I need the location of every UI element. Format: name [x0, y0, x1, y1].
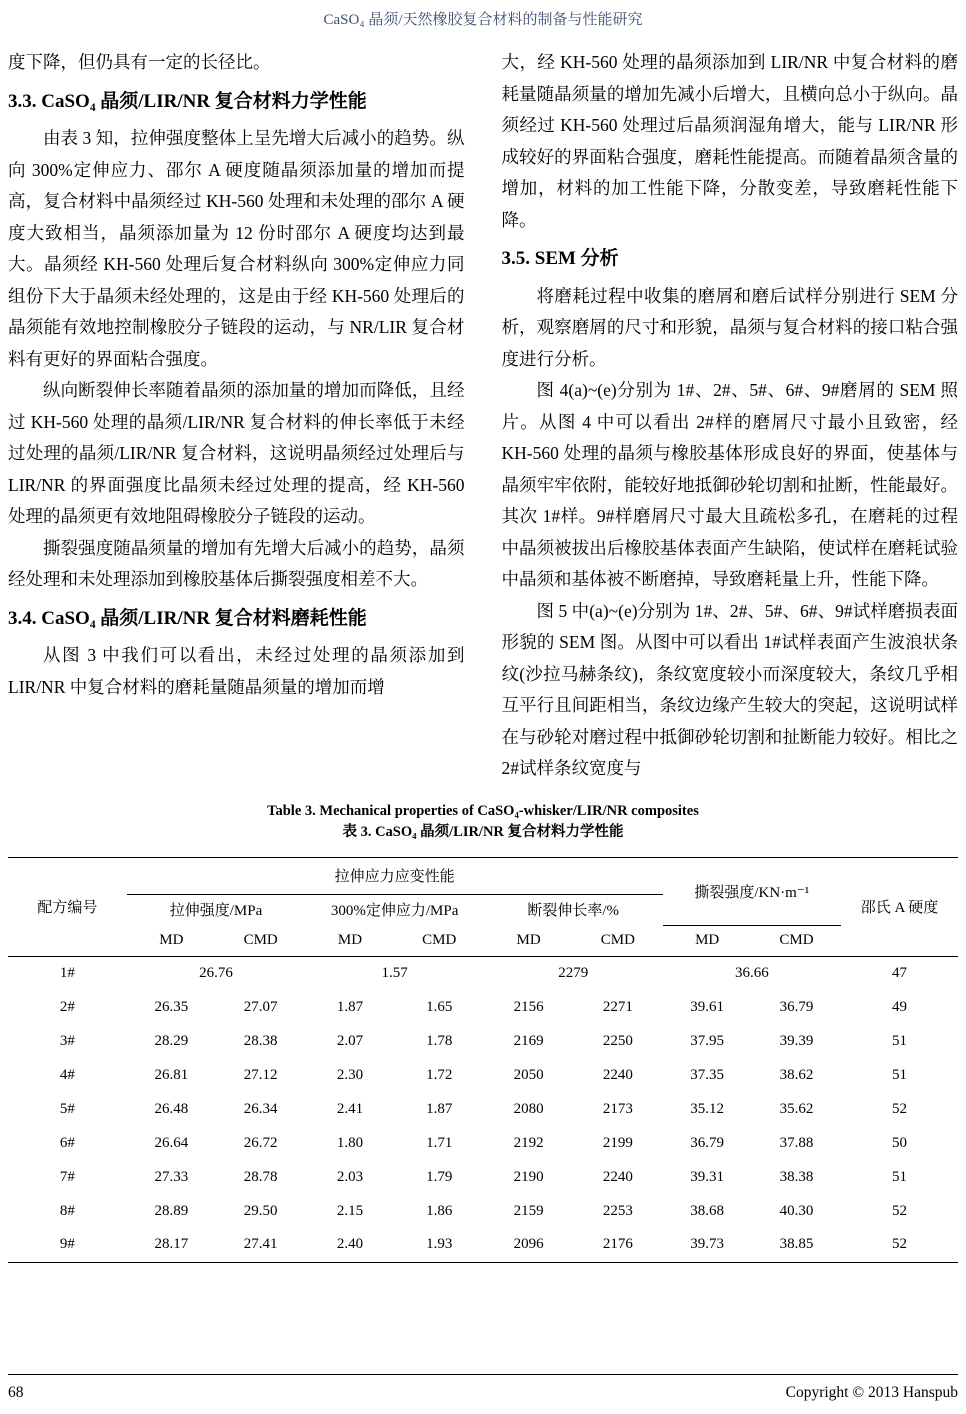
table-caption-chinese: 表 3. CaSO₄ 晶须/LIR/NR 复合材料力学性能 — [342, 823, 624, 840]
table-cell: 39.61 — [690, 998, 725, 1015]
table-cell: 2156 — [513, 998, 544, 1015]
footer — [8, 1374, 958, 1402]
table-cell: 28.78 — [243, 1168, 278, 1185]
page-number: 68 — [8, 1384, 24, 1401]
paragraph: 图 4(a)~(e)分别为 1#、2#、5#、6#、9#磨屑的 SEM 照片。从图 4 中可以看出 2#样的磨屑尺寸最小且致密，经 KH-560 处理的晶须与橡胶基体形成良好的界面，使基体与晶须牢牢依附，能较好地抵御砂轮切割和扯断，性能最好。其次 1#样。9#样磨屑尺寸最大且疏松多孔，在磨耗的过程中晶须被拔出后橡胶基体表面产生缺陷，使试样在磨耗试验中晶须和基体被不断磨掉，导致磨耗量上升，性能下降。 — [501, 380, 958, 590]
table-row — [8, 1160, 958, 1194]
table-cell: 1.57 — [381, 964, 408, 981]
table-cell: 36.66 — [734, 964, 769, 981]
subheader-md: MD — [695, 932, 720, 949]
table-row — [8, 1228, 958, 1262]
paragraph: 撕裂强度随晶须量的增加有先增大后减小的趋势，晶须经处理和未处理添加到橡胶基体后撕裂强度相差不大。 — [8, 537, 465, 590]
table-cell: 5# — [59, 1100, 75, 1117]
table-row — [8, 1092, 958, 1126]
table-cell: 26.34 — [243, 1100, 278, 1117]
table-cell: 28.29 — [154, 1032, 189, 1049]
column-header-tensile-strength: 拉伸强度/MPa — [169, 903, 263, 920]
table-cell: 2096 — [513, 1236, 544, 1253]
table-cell: 27.33 — [154, 1168, 189, 1185]
table-cell: 3# — [59, 1032, 75, 1049]
table-cell: 2.03 — [336, 1168, 364, 1185]
table-cell: 36.79 — [779, 998, 814, 1015]
right-column — [502, 47, 959, 785]
subheader-cmd: CMD — [243, 931, 278, 948]
table-cell: 1.87 — [426, 1100, 453, 1117]
table-cell: 1# — [59, 964, 75, 981]
table-cell: 39.39 — [779, 1032, 814, 1049]
table-row — [8, 956, 958, 990]
table-cell: 36.79 — [690, 1134, 725, 1151]
table-cell: 38.85 — [779, 1236, 814, 1253]
mechanical-properties-table — [8, 857, 958, 1263]
table-cell: 38.38 — [779, 1168, 814, 1185]
subheader-cmd: CMD — [779, 932, 814, 949]
table-cell: 1.87 — [336, 998, 364, 1015]
table-cell: 2.15 — [336, 1202, 364, 1219]
paragraph: 纵向断裂伸长率随着晶须的添加量的增加而降低，且经过 KH-560 处理的晶须/LIR/NR 复合材料的伸长率低于未经过处理的晶须/LIR/NR 复合材料，这说明晶须经过处理后与 LIR/NR 的界面强度比晶须未经过处理的提高，经 KH-560 处理的晶须更有效地阻碍橡胶分子链段的运动。 — [8, 380, 465, 527]
table-cell: 37.95 — [690, 1032, 725, 1049]
table-cell: 35.12 — [690, 1100, 725, 1117]
table-cell: 26.48 — [154, 1100, 189, 1117]
table-cell: 38.68 — [690, 1202, 725, 1219]
table-cell: 1.86 — [426, 1202, 453, 1219]
table-cell: 2.41 — [336, 1100, 364, 1117]
section-heading-3-4: 3.4. CaSO₄ 晶须/LIR/NR 复合材料磨耗性能 — [8, 607, 367, 629]
column-header-formula: 配方编号 — [37, 900, 98, 917]
table-cell: 52 — [892, 1202, 908, 1219]
table-cell: 2.30 — [336, 1066, 364, 1083]
table-cell: 1.65 — [426, 998, 453, 1015]
paragraph: 度下降，但仍具有一定的长径比。 — [8, 52, 271, 72]
table-cell: 2.07 — [336, 1032, 364, 1049]
table-cell: 28.17 — [154, 1236, 189, 1253]
column-header-hardness: 邵氏 A 硬度 — [860, 900, 939, 917]
table-cell: 2.40 — [336, 1236, 364, 1253]
table-cell: 2# — [59, 998, 75, 1015]
subheader-cmd: CMD — [600, 931, 635, 948]
section-heading-3-3: 3.3. CaSO₄ 晶须/LIR/NR 复合材料力学性能 — [8, 90, 367, 112]
table-cell: 2050 — [513, 1066, 544, 1083]
table-cell: 52 — [892, 1100, 908, 1117]
table-cell: 2279 — [558, 964, 589, 981]
table-cell: 26.64 — [154, 1134, 189, 1151]
table-cell: 8# — [59, 1202, 75, 1219]
paragraph: 从图 3 中我们可以看出，未经过处理的晶须添加到 LIR/NR 中复合材料的磨耗量随晶须量的增加而增 — [8, 645, 465, 697]
table-row — [8, 1024, 958, 1058]
subheader-md: MD — [159, 931, 184, 948]
column-header-elongation: 断裂伸长率/% — [527, 903, 620, 920]
table-cell: 26.81 — [154, 1066, 189, 1083]
table-cell: 26.35 — [154, 998, 189, 1015]
table-cell: 2271 — [602, 998, 633, 1015]
two-column-body — [8, 47, 958, 785]
paragraph: 图 5 中(a)~(e)分别为 1#、2#、5#、6#、9#试样磨损表面形貌的 SEM 图。从图中可以看出 1#试样表面产生波浪状条纹(沙拉马赫条纹)，条纹宽度较小而深度较大，条纹几乎相互平行且间距相当，条纹边缘产生较大的突起，这说明试样在与砂轮对磨过程中抵御砂轮切割和扯断能力较好。相比之 2#试样条纹宽度与 — [501, 600, 958, 779]
table-cell: 2253 — [602, 1202, 633, 1219]
table-cell: 35.62 — [779, 1100, 814, 1117]
table-cell: 1.80 — [336, 1134, 364, 1151]
subheader-md: MD — [337, 931, 363, 948]
table-cell: 2169 — [513, 1032, 544, 1049]
table-row — [8, 1058, 958, 1092]
table-cell: 39.31 — [690, 1168, 725, 1185]
table-cell: 39.73 — [690, 1236, 725, 1253]
table-cell: 9# — [59, 1236, 75, 1253]
table-cell: 38.62 — [779, 1066, 814, 1083]
table-cell: 50 — [892, 1134, 908, 1151]
table-row — [8, 1194, 958, 1228]
table-cell: 37.88 — [779, 1134, 814, 1151]
left-column — [8, 47, 465, 785]
column-header-stress-300: 300%定伸应力/MPa — [330, 903, 459, 920]
table-cell: 27.12 — [243, 1066, 278, 1083]
table-cell: 7# — [59, 1168, 75, 1185]
table-cell: 29.50 — [243, 1202, 278, 1219]
table-cell: 40.30 — [779, 1202, 814, 1219]
table-cell: 26.72 — [243, 1134, 278, 1151]
table-cell: 2192 — [513, 1134, 544, 1151]
table-cell: 1.71 — [426, 1134, 453, 1151]
running-head: CaSO₄ 晶须/天然橡胶复合材料的制备与性能研究 — [323, 12, 643, 28]
column-header-tear-strength: 撕裂强度/KN·m⁻¹ — [663, 857, 842, 925]
subheader-md: MD — [516, 931, 541, 948]
table-cell: 2176 — [602, 1236, 633, 1253]
table-cell: 2173 — [602, 1100, 633, 1117]
table-caption-english: Table 3. Mechanical properties of CaSO₄-whisker/LIR/NR composites — [267, 802, 699, 819]
table-body — [8, 956, 958, 1262]
table-cell: 1.79 — [426, 1168, 453, 1185]
paragraph: 将磨耗过程中收集的磨屑和磨后试样分别进行 SEM 分析，观察磨屑的尺寸和形貌，晶须与复合材料的接口粘合强度进行分析。 — [501, 285, 958, 369]
table-cell: 1.72 — [426, 1066, 453, 1083]
table-cell: 49 — [892, 998, 908, 1015]
table-cell: 26.76 — [199, 964, 233, 981]
table-cell: 1.93 — [426, 1236, 453, 1253]
table-cell: 2250 — [602, 1032, 633, 1049]
paragraph: 大，经 KH-560 处理的晶须添加到 LIR/NR 中复合材料的磨耗量随晶须量的增加先减小后增大，且横向总小于纵向。晶须经过 KH-560 处理过后晶须润湿角增大，能与 LIR/NR 形成较好的界面粘合强度，磨耗性能提高。而随着晶须含量的增加，材料的加工性能下降，分散变差，导致磨耗性能下降。 — [501, 52, 958, 230]
table-row — [8, 990, 958, 1024]
table-row — [8, 1126, 958, 1160]
table-cell: 37.35 — [690, 1066, 725, 1083]
paragraph: 由表 3 知，拉伸强度整体上呈先增大后减小的趋势。纵向 300%定伸应力、邵尔 A 硬度随晶须添加量的增加而提高，复合材料中晶须经过 KH-560 处理和未处理的邵尔 A 硬度大致相当，晶须添加量为 12 份时邵尔 A 硬度均达到最大。晶须经 KH-560 处理后复合材料纵向 300%定伸应力同组份下大于晶须未经处理的，这是由于经 KH-560 处理后的晶须能有效地控制橡胶分子链段的运动，与 NR/LIR 复合材料有更好的界面粘合强度。 — [8, 128, 465, 369]
table-cell: 4# — [59, 1066, 75, 1083]
table-cell: 51 — [892, 1066, 908, 1083]
table-cell: 6# — [59, 1134, 75, 1151]
table-cell: 51 — [892, 1168, 908, 1185]
table-cell: 27.41 — [243, 1236, 278, 1253]
table-cell: 2240 — [602, 1066, 633, 1083]
table-cell: 28.89 — [154, 1202, 189, 1219]
table-cell: 28.38 — [243, 1032, 278, 1049]
table-cell: 1.78 — [426, 1032, 453, 1049]
section-heading-3-5: 3.5. SEM 分析 — [501, 248, 619, 269]
table-cell: 2159 — [513, 1202, 544, 1219]
table-block — [8, 801, 958, 1263]
table-cell: 51 — [892, 1032, 908, 1049]
table-cell: 27.07 — [243, 998, 278, 1015]
table-cell: 2080 — [513, 1100, 544, 1117]
table-cell: 2199 — [602, 1134, 633, 1151]
table-cell: 52 — [892, 1236, 908, 1253]
subheader-cmd: CMD — [422, 931, 457, 948]
table-cell: 2240 — [602, 1168, 633, 1185]
table-header — [8, 857, 958, 956]
column-group-tensile: 拉伸应力应变性能 — [127, 857, 663, 894]
table-cell: 2190 — [513, 1168, 544, 1185]
table-cell: 47 — [892, 964, 908, 981]
copyright-notice: Copyright © 2013 Hanspub — [785, 1384, 958, 1401]
